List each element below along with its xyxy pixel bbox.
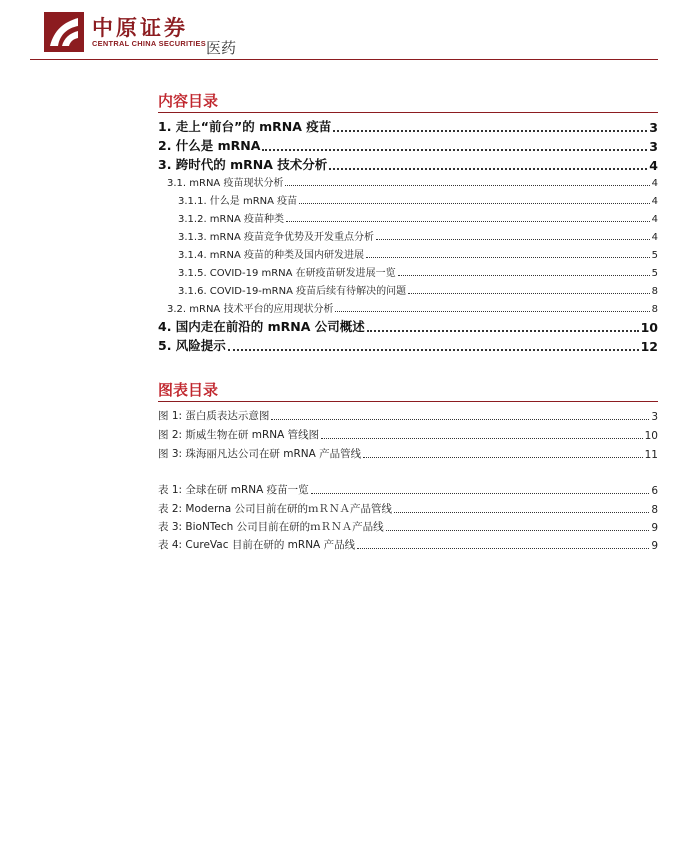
contents-title: 内容目录 (158, 92, 219, 110)
toc-entry-text: 3.1.2. mRNA 疫苗种类 (178, 214, 284, 225)
dot-leader (394, 511, 649, 513)
sector-label: 医药 (206, 39, 237, 57)
toc-entry-page: 4 (651, 196, 658, 207)
dot-leader (228, 348, 639, 351)
toc-entry-text: 4. 国内走在前沿的 mRNA 公司概述 (158, 319, 365, 334)
toc-entry-text: 3.1.4. mRNA 疫苗的种类及国内研发进展 (178, 250, 364, 261)
table-entry[interactable] (158, 482, 658, 497)
toc-entry[interactable] (178, 210, 658, 225)
toc-entry-page: 8 (651, 304, 658, 315)
figure-entry[interactable] (158, 408, 658, 423)
toc-entry[interactable] (178, 192, 658, 207)
table-entry-page: 6 (651, 485, 658, 497)
toc-entry-text: 5. 风险提示 (158, 338, 226, 353)
brand-name-chinese: 中原证券 (92, 15, 188, 40)
dot-leader (286, 220, 650, 222)
toc-entry-text: 3.1. mRNA 疫苗现状分析 (167, 178, 284, 189)
toc-entry-text: 3.1.1. 什么是 mRNA 疫苗 (178, 196, 298, 207)
table-entry[interactable] (158, 519, 658, 534)
toc-entry[interactable] (178, 282, 658, 297)
toc-entry[interactable] (167, 174, 658, 189)
dot-leader (376, 238, 650, 240)
toc-entry[interactable] (178, 264, 658, 279)
table-entry[interactable] (158, 501, 658, 516)
dot-leader (357, 547, 649, 549)
table-entry-text: 表 1: 全球在研 mRNA 疫苗一览 (158, 484, 309, 496)
toc-entry[interactable] (178, 246, 658, 261)
table-entry[interactable] (158, 537, 658, 552)
dot-leader (398, 274, 650, 276)
table-entry-text: 表 4: CureVac 目前在研的 mRNA 产品线 (158, 539, 356, 551)
contents-title-rule (158, 112, 658, 113)
dot-leader (285, 184, 649, 186)
dot-leader (335, 310, 649, 312)
table-entry-page: 9 (651, 540, 658, 552)
central-china-securities-logo-icon (44, 12, 84, 52)
table-entry-text: 表 2: Moderna 公司目前在研的ｍＲＮＡ产品管线 (158, 503, 393, 515)
dot-leader (363, 456, 642, 458)
toc-entry-text: 3.1.5. COVID-19 mRNA 在研疫苗研发进展一览 (178, 268, 396, 279)
toc-entry-page: 5 (651, 268, 658, 279)
toc-entry-page: 4 (651, 178, 658, 189)
dot-leader (366, 256, 650, 258)
toc-entry-page: 4 (651, 214, 658, 225)
dot-leader (386, 529, 650, 531)
toc-entry-text: 3. 跨时代的 mRNA 技术分析 (158, 157, 328, 172)
toc-entry-text: 3.1.3. mRNA 疫苗竞争优势及开发重点分析 (178, 232, 374, 243)
toc-entry[interactable] (158, 317, 658, 335)
figure-entry-text: 图 2: 斯威生物在研 mRNA 管线图 (158, 429, 320, 441)
dot-leader (321, 437, 642, 439)
dot-leader (311, 492, 650, 494)
figure-entry-page: 10 (644, 430, 658, 442)
dot-leader (367, 329, 639, 332)
dot-leader (271, 418, 649, 420)
table-entry-text: 表 3: BioNTech 公司目前在研的ｍＲＮＡ产品线 (158, 521, 384, 533)
figure-entry-text: 图 1: 蛋白质表达示意图 (158, 410, 270, 422)
dot-leader (262, 148, 647, 151)
dot-leader (408, 292, 650, 294)
toc-entry-text: 3.1.6. COVID-19-mRNA 疫苗后续有待解决的问题 (178, 286, 407, 297)
figures-title-rule (158, 401, 658, 402)
table-entry-page: 8 (651, 504, 658, 516)
figure-entry[interactable] (158, 446, 658, 461)
toc-entry-page: 3 (649, 139, 658, 154)
toc-entry-page: 3 (649, 120, 658, 135)
toc-entry[interactable] (158, 117, 658, 135)
toc-entry[interactable] (158, 136, 658, 154)
toc-entry-page: 8 (651, 286, 658, 297)
toc-entry[interactable] (167, 300, 658, 315)
toc-entry-page: 10 (640, 320, 658, 335)
report-header (0, 0, 686, 62)
toc-entry-page: 12 (640, 339, 658, 354)
figure-entry-text: 图 3: 珠海丽凡达公司在研 mRNA 产品管线 (158, 448, 362, 460)
dot-leader (299, 202, 649, 204)
dot-leader (329, 167, 647, 170)
toc-entry-page: 4 (651, 232, 658, 243)
header-divider (30, 59, 658, 60)
figure-entry-page: 3 (651, 411, 658, 423)
toc-entry-text: 1. 走上“前台”的 mRNA 疫苗 (158, 119, 332, 134)
dot-leader (333, 129, 647, 132)
brand-name-english: CENTRAL CHINA SECURITIES (92, 39, 206, 48)
toc-entry-text: 2. 什么是 mRNA (158, 138, 261, 153)
table-entry-page: 9 (651, 522, 658, 534)
toc-entry[interactable] (178, 228, 658, 243)
toc-entry-page: 4 (649, 158, 658, 173)
toc-entry-page: 5 (651, 250, 658, 261)
toc-entry[interactable] (158, 155, 658, 173)
toc-entry[interactable] (158, 336, 658, 354)
toc-entry-text: 3.2. mRNA 技术平台的应用现状分析 (167, 304, 334, 315)
figure-entry-page: 11 (644, 449, 658, 461)
figures-tables-title: 图表目录 (158, 381, 219, 399)
figure-entry[interactable] (158, 427, 658, 442)
